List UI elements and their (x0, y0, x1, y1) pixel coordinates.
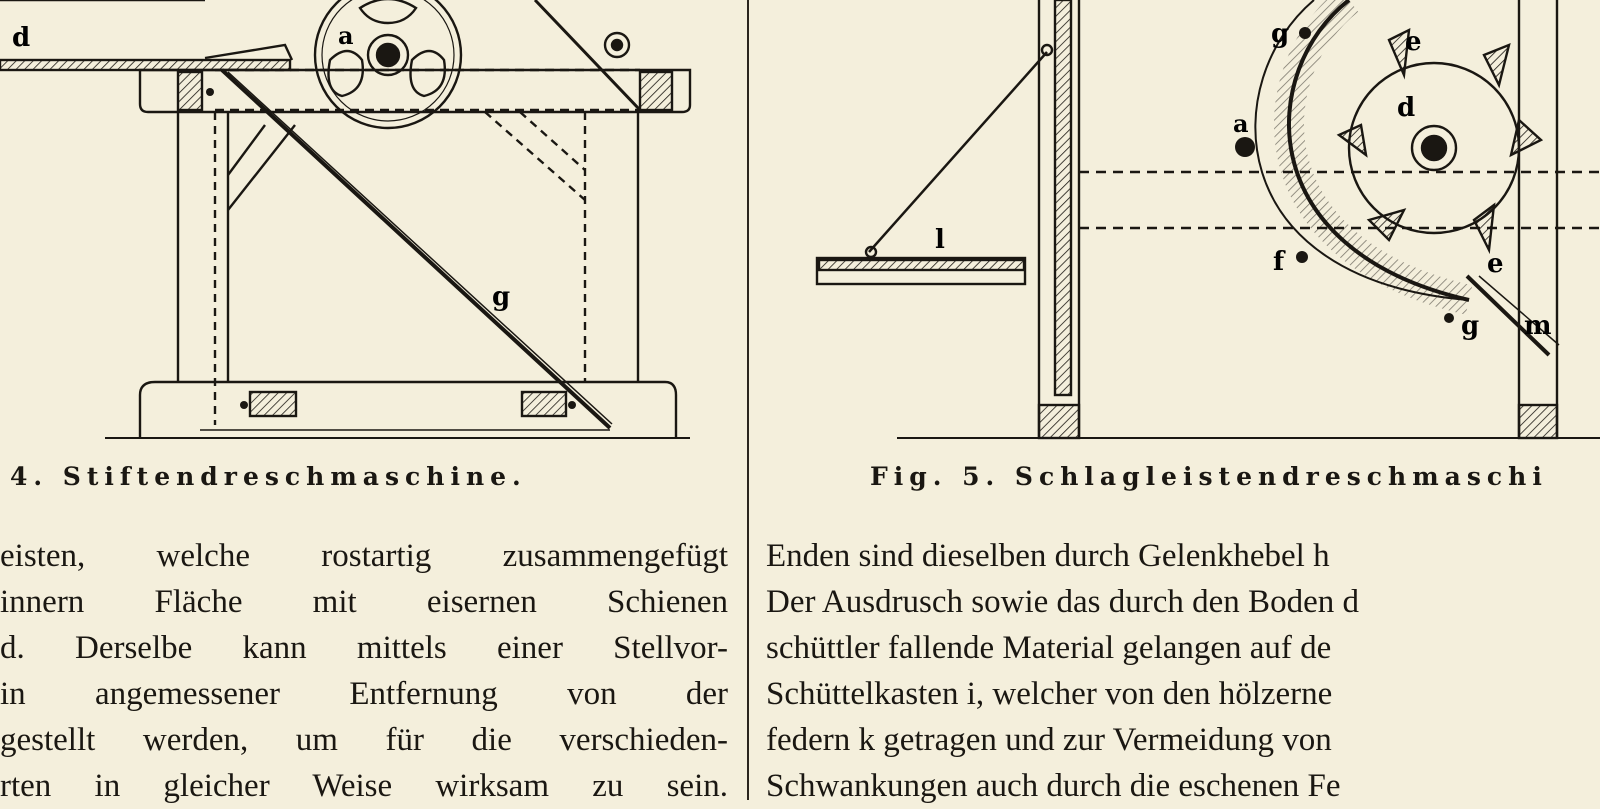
label-e-top: e (1405, 27, 1422, 57)
label-d: d (12, 23, 31, 53)
text-line: in angemessener Entfernung von der (0, 676, 728, 712)
label-l: l (935, 225, 945, 255)
text-line: Schüttelkasten i, welcher von den hölzerne (766, 676, 1333, 712)
label-e-bottom: e (1487, 249, 1504, 279)
label-g: g (492, 282, 511, 312)
label-f: f (1273, 247, 1285, 277)
left-column-text (0, 533, 728, 809)
label-g-bottom: g (1461, 311, 1480, 341)
text-line: rten in gleicher Weise wirksam zu sein. (0, 768, 728, 804)
label-d: d (1397, 93, 1416, 123)
text-line: gestellt werden, um für die verschieden- (0, 722, 728, 758)
text-line: Der Ausdrusch sowie das durch den Boden d (766, 584, 1359, 620)
text-line: eisten, welche rostartig zusammengefügt (0, 538, 728, 574)
figure-5-drawing (749, 0, 1600, 450)
text-line: schüttler fallende Material gelangen auf de (766, 630, 1332, 666)
text-line: Enden sind dieselben durch Gelenkhebel h (766, 538, 1330, 574)
figure-4-caption: 4. Stiftendreschmaschine. (10, 462, 527, 491)
text-line: innern Fläche mit eisernen Schienen (0, 584, 728, 620)
label-a: a (1233, 109, 1249, 138)
text-line: federn k getragen und zur Vermeidung von (766, 722, 1332, 758)
label-m: m (1524, 311, 1552, 341)
text-line: d. Derselbe kann mittels einer Stellvor- (0, 630, 728, 666)
figure-4-drawing (0, 0, 747, 450)
text-line: Schwankungen auch durch die eschenen Fe (766, 768, 1341, 804)
label-g-top: g (1271, 19, 1290, 49)
label-a: a (338, 21, 354, 50)
figure-5-caption: Fig. 5. Schlagleistendreschmaschi (870, 462, 1548, 491)
right-column-text (766, 533, 1600, 809)
